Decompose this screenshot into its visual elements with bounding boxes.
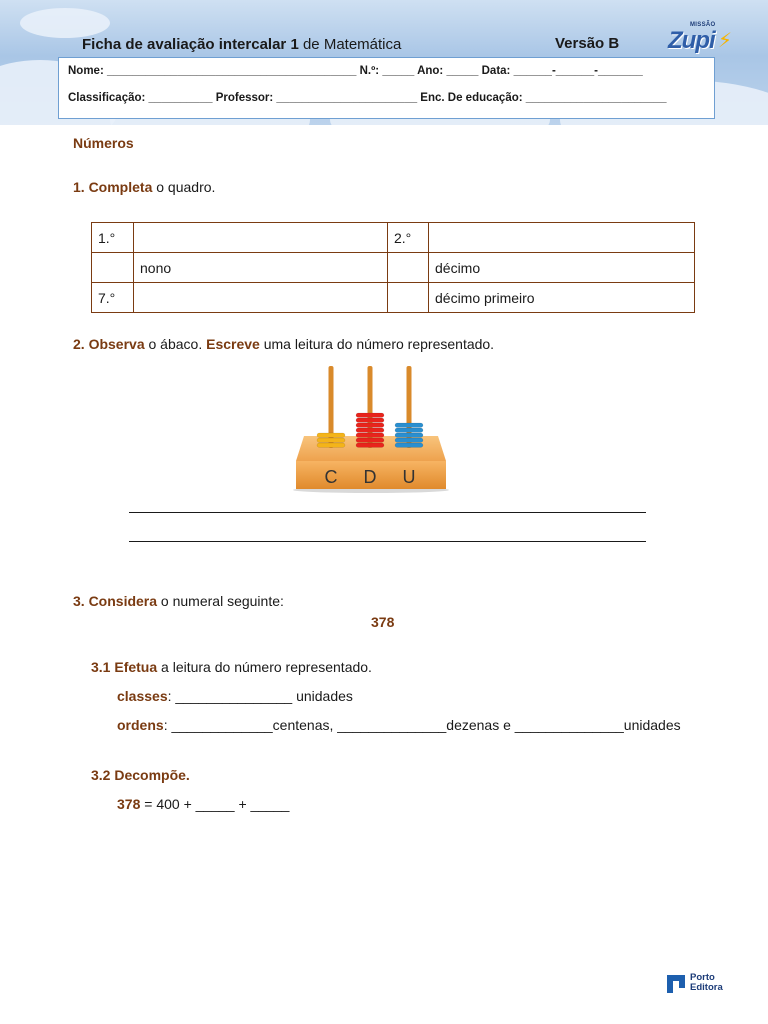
abacus-bead: [356, 418, 384, 422]
question-3-2: [91, 767, 190, 783]
table-cell[interactable]: [388, 283, 429, 313]
abacus-bead: [395, 433, 423, 437]
abacus-image: [290, 362, 452, 494]
classes-label: classes: [117, 688, 168, 704]
student-info-box: [58, 57, 715, 119]
table-cell[interactable]: [134, 223, 388, 253]
decomposition-expression: = 400 + _____ + _____: [140, 796, 290, 812]
porto-editora-logo: [666, 972, 736, 996]
publisher-line-1: Porto: [690, 972, 715, 983]
decomposition-line[interactable]: [117, 796, 289, 812]
question-1-verb: 1. Completa: [73, 179, 153, 195]
abacus-label: D: [363, 467, 377, 487]
table-row: [92, 283, 695, 313]
missao-zupi-logo: [666, 22, 734, 54]
logo-big-text: Zupi: [668, 27, 715, 54]
ordens-line[interactable]: [117, 717, 681, 733]
question-3-1-text: a leitura do número representado.: [157, 659, 372, 675]
porto-editora-icon: [666, 974, 688, 994]
abacus-bead: [356, 423, 384, 427]
table-cell[interactable]: décimo: [429, 253, 695, 283]
numeral-value: 378: [371, 614, 395, 630]
classes-blank: : _______________ unidades: [167, 688, 353, 704]
table-cell[interactable]: décimo primeiro: [429, 283, 695, 313]
question-3-verb: 3. Considera: [73, 593, 158, 609]
question-1-text: o quadro.: [152, 179, 216, 195]
abacus-bead: [317, 443, 345, 447]
table-cell[interactable]: nono: [134, 253, 388, 283]
abacus-bead: [356, 433, 384, 437]
title-subject: de Matemática: [302, 36, 402, 53]
table-cell[interactable]: [429, 223, 695, 253]
abacus-bead: [395, 423, 423, 427]
abacus-bead: [395, 428, 423, 432]
table-cell[interactable]: [134, 283, 388, 313]
table-cell[interactable]: 7.°: [92, 283, 134, 313]
question-2-verb: 2. Observa: [73, 336, 145, 352]
question-3: [73, 593, 284, 609]
table-cell[interactable]: 1.°: [92, 223, 134, 253]
decomposition-number: 378: [117, 796, 141, 812]
ordinal-table: [91, 222, 695, 313]
abacus-bead: [317, 433, 345, 437]
publisher-line-2: Editora: [690, 982, 723, 993]
answer-line[interactable]: [129, 541, 646, 542]
section-title: Números: [73, 135, 134, 151]
ordens-label: ordens: [117, 717, 164, 733]
question-2-text-a: o ábaco.: [144, 336, 207, 352]
question-2: [73, 336, 494, 352]
table-row: [92, 223, 695, 253]
abacus-bead: [395, 438, 423, 442]
abacus-label: U: [402, 467, 416, 487]
table-row: [92, 253, 695, 283]
question-3-1-verb: 3.1 Efetua: [91, 659, 158, 675]
table-cell[interactable]: 2.°: [388, 223, 429, 253]
info-row-classification: Classificação: __________ Professor: ______________________ Enc. De educação: ______________________: [68, 92, 667, 104]
ordens-blank: : _____________centenas, ______________dezenas e ______________unidades: [163, 717, 681, 733]
question-3-text: o numeral seguinte:: [157, 593, 284, 609]
table-cell[interactable]: [92, 253, 134, 283]
abacus-bead: [356, 438, 384, 442]
question-2-verb-2: Escreve: [206, 336, 260, 352]
document-title: [82, 36, 401, 53]
abacus-bead: [395, 443, 423, 447]
question-2-text-b: uma leitura do número representado.: [259, 336, 495, 352]
title-bold: Ficha de avaliação intercalar 1: [82, 36, 299, 53]
question-3-2-title: 3.2 Decompõe.: [91, 767, 190, 783]
abacus-bead: [356, 413, 384, 417]
logo-small-text: MISSÃO: [690, 22, 716, 28]
question-3-1: [91, 659, 372, 675]
abacus-bead: [356, 443, 384, 447]
info-row-name: Nome: _______________________________________ N.º: _____ Ano: _____ Data: ______-______-_______: [68, 65, 643, 77]
table-cell[interactable]: [388, 253, 429, 283]
classes-line[interactable]: [117, 688, 353, 704]
lightning-icon: ⚡: [718, 30, 733, 52]
abacus-bead: [356, 428, 384, 432]
publisher-name: [690, 973, 723, 993]
abacus-bead: [317, 438, 345, 442]
answer-line[interactable]: [129, 512, 646, 513]
abacus-label: C: [324, 467, 338, 487]
question-1: [73, 179, 215, 195]
version-label: Versão B: [555, 35, 620, 52]
